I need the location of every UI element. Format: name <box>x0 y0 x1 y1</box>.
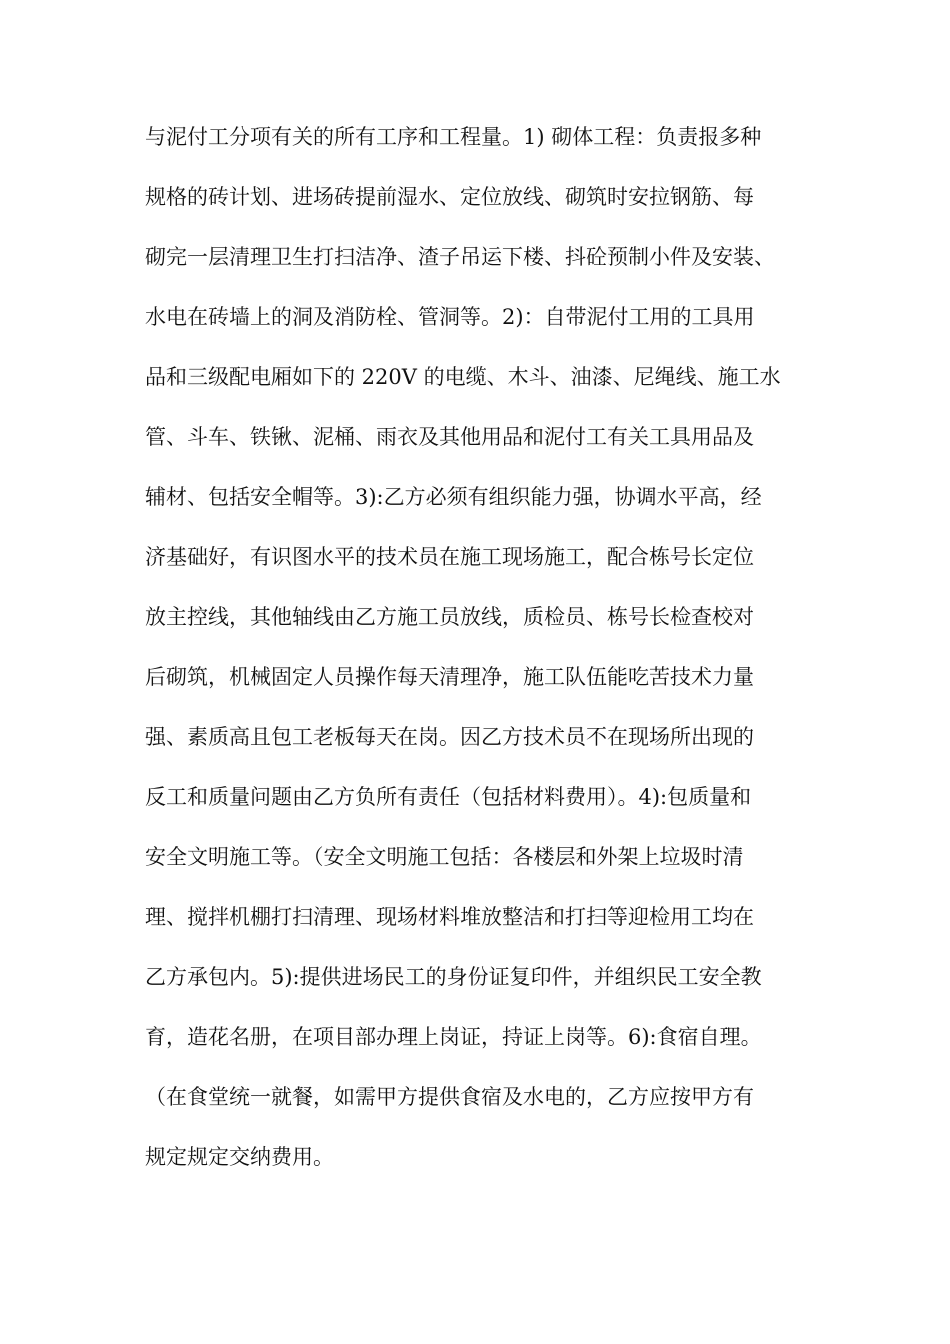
text-line: 育，造花名册，在项目部办理上岗证，持证上岗等。6):食宿自理。 <box>145 1025 762 1049</box>
text-line: 规格的砖计划、进场砖提前湿水、定位放线、砌筑时安拉钢筋、每 <box>145 185 754 209</box>
text-line: 济基础好，有识图水平的技术员在施工现场施工，配合栋号长定位 <box>145 545 754 569</box>
text-line: 安全文明施工等。（安全文明施工包括：各楼层和外架上垃圾时清 <box>145 845 744 869</box>
text-line: 管、斗车、铁锹、泥桶、雨衣及其他用品和泥付工有关工具用品及 <box>145 425 754 449</box>
text-line: 砌完一层清理卫生打扫洁净、渣子吊运下楼、抖砼预制小件及安装、 <box>145 245 775 269</box>
text-line: 与泥付工分项有关的所有工序和工程量。1) 砌体工程：负责报多种 <box>145 125 762 149</box>
text-line: 品和三级配电厢如下的 220V 的电缆、木斗、油漆、尼绳线、施工水 <box>145 365 781 389</box>
body-text <box>145 118 845 1198</box>
text-line: 强、素质高且包工老板每天在岗。因乙方技术员不在现场所出现的 <box>145 725 754 749</box>
text-line: 理、搅拌机棚打扫清理、现场材料堆放整洁和打扫等迎检用工均在 <box>145 905 754 929</box>
text-line: 后砌筑，机械固定人员操作每天清理净，施工队伍能吃苦技术力量 <box>145 665 754 689</box>
text-line: 放主控线，其他轴线由乙方施工员放线，质检员、栋号长检查校对 <box>145 605 754 629</box>
text-line: （在食堂统一就餐，如需甲方提供食宿及水电的，乙方应按甲方有 <box>145 1085 754 1109</box>
text-line: 水电在砖墙上的洞及消防栓、管洞等。2)：自带泥付工用的工具用 <box>145 305 755 329</box>
text-line: 反工和质量问题由乙方负所有责任（包括材料费用）。4):包质量和 <box>145 785 752 809</box>
text-line: 乙方承包内。5):提供进场民工的身份证复印件，并组织民工安全教 <box>145 965 762 989</box>
text-line: 辅材、包括安全帽等。3):乙方必须有组织能力强，协调水平高，经 <box>145 485 762 509</box>
text-line: 规定规定交纳费用。 <box>145 1145 334 1169</box>
